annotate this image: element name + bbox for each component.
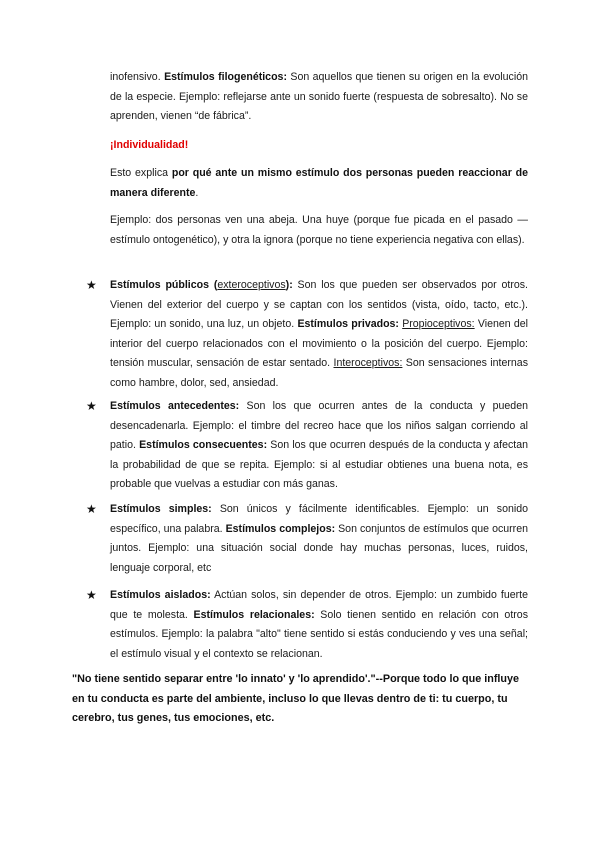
- term-filogeneticos: Estímulos filogenéticos:: [164, 71, 287, 83]
- bullet-antecedentes: Estímulos antecedentes: Son los que ocurren antes de la conducta y pueden desencadenarla. Ejemplo: el timbre del recreo hace que los niños salgan corriendo al patio. Estímulos consecuentes: Son los que ocurren después de la conducta y afectan la probabilidad de que se repita. Ejemplo: si al estudiar obtienes una buena nota, es probable que vuelvas a estudiar con más ganas.: [110, 400, 529, 491]
- bullet-aislados: Estímulos aislados: Actúan solos, sin depender de otros. Ejemplo: un zumbido fuerte que te molesta. Estímulos relacionales: Solo tienen sentido en relación con otros estímulos. Ejemplo: la palabra "alto" tiene sentido si estás conduciendo y ves una señal; el estímulo visual y el contexto se relacionan.: [110, 589, 528, 660]
- heading-individualidad: ¡Individualidad!: [110, 139, 189, 151]
- closing-quote: "No tiene sentido separar entre 'lo innato' y 'lo aprendido'."--Porque todo lo que influye en tu conducta es parte del ambiente, incluso lo que llevas dentro de ti: tu cuerpo, tu cerebro, tus genes, tus emociones, etc.: [72, 673, 520, 725]
- explain-paragraph: Esto explica por qué ante un mismo estímulo dos personas pueden reaccionar de manera diferente.: [110, 167, 529, 199]
- bullet-publicos: Estímulos públicos (exteroceptivos): Son los que pueden ser observados por otros. Vienen del exterior del cuerpo y se captan con los sentidos (vista, oído, tacto, etc.). Ejemplo: un sonido, una luz, un objeto. Estímulos privados: Propioceptivos: Vienen del interior del cuerpo relacionados con el movimiento o la posición del cuerpo. Ejemplo: tensión muscular, sensación de estar sentado. Interoceptivos: Son sensaciones internas como hambre, dolor, sed, ansiedad.: [110, 279, 528, 389]
- star-bullet-icon: ★: [86, 399, 97, 413]
- star-bullet-icon: ★: [86, 278, 97, 292]
- intro-paragraph: inofensivo. Estímulos filogenéticos: Son aquellos que tienen su origen en la evolución de la especie. Ejemplo: reflejarse ante un sonido fuerte (respuesta de sobresalto). No se aprenden, vienen “de fábrica”.: [110, 71, 528, 123]
- bullet-simples: Estímulos simples: Son únicos y fácilmente identificables. Ejemplo: un sonido específico, una palabra. Estímulos complejos: Son conjuntos de estímulos que ocurren juntos. Ejemplo: una situación social donde hay muchas personas, luces, ruidos, lenguaje corporal, etc: [110, 503, 528, 574]
- star-bullet-icon: ★: [86, 588, 97, 602]
- star-bullet-icon: ★: [86, 502, 97, 516]
- example-paragraph: Ejemplo: dos personas ven una abeja. Una huye (porque fue picada en el pasado — estímulo ontogenético), y otra la ignora (porque no tiene experiencia negativa con ellas).: [110, 214, 528, 246]
